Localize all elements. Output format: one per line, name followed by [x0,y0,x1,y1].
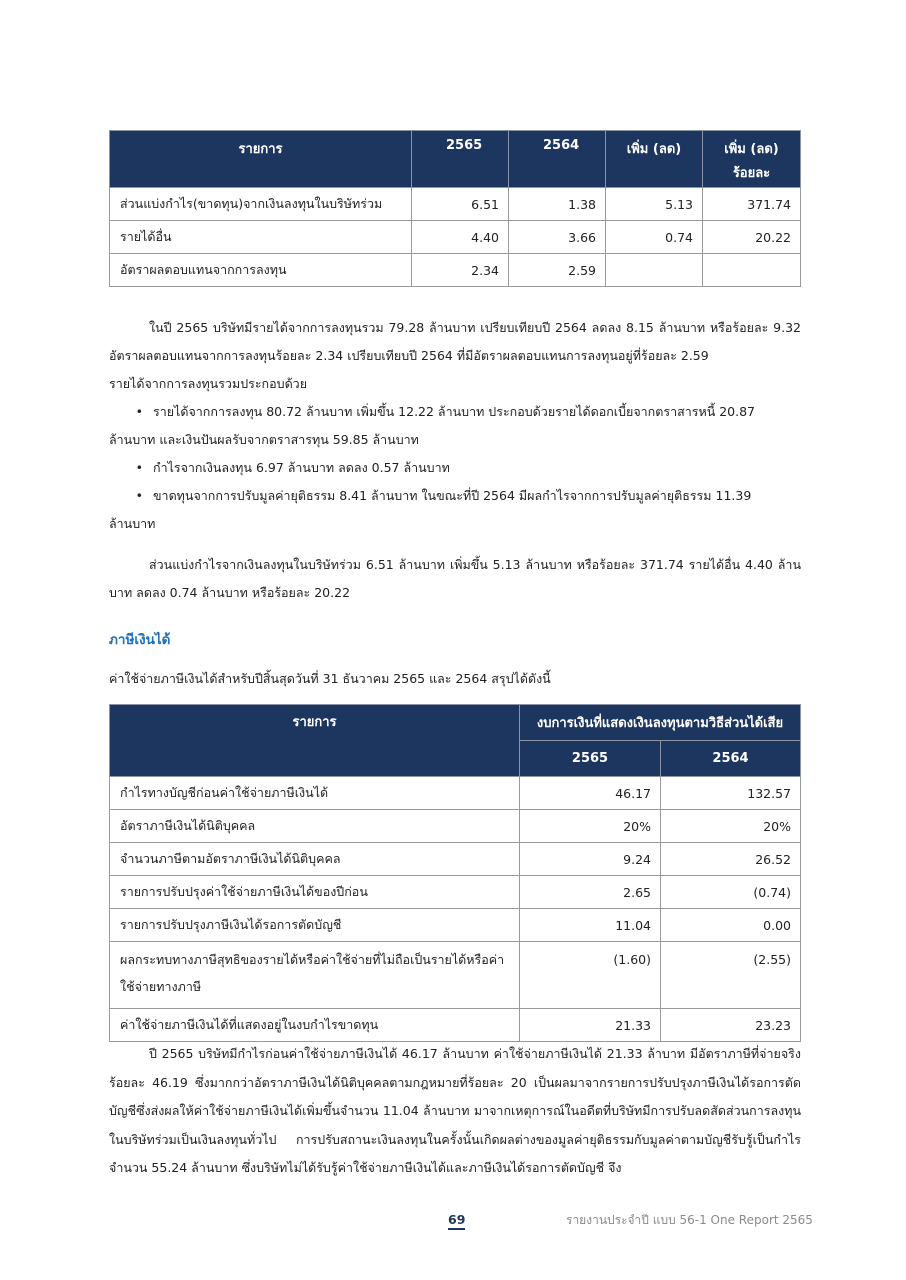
row-item: ค่าใช้จ่ายภาษีเงินได้ที่แสดงอยู่ในงบกำไรขาดทุน [110,1009,520,1042]
col-header-2565: 2565 [412,131,509,188]
income-tax-table [109,704,801,1042]
table-row [110,843,801,876]
value-2565: (1.60) [520,942,661,1009]
table-row [110,876,801,909]
bullet-icon: • [135,460,143,475]
col-header-2564: 2564 [509,131,606,188]
table-row [110,909,801,942]
bullet-item [109,454,801,482]
paragraph-investment-income: ในปี 2565 บริษัทมีรายได้จากการลงทุนรวม 79.28 ล้านบาท เปรียบเทียบปี 2564 ลดลง 8.15 ล้านบาท หรือร้อยละ 9.32 อัตราผลตอบแทนจากการลงทุนร้อยละ 2.34 เปรียบเทียบปี 2564 ที่มีอัตราผลตอบแทนการลงทุนอยู่ที่ร้อยละ 2.59 [109,320,801,363]
table-row [110,221,801,254]
col-header-change: เพิ่ม (ลด) [606,131,703,188]
row-item: จำนวนภาษีตามอัตราภาษีเงินได้นิติบุคคล [110,843,520,876]
value-change: 5.13 [606,188,703,221]
row-item: ส่วนแบ่งกำไร(ขาดทุน)จากเงินลงทุนในบริษัทร่วม [110,188,412,221]
bullet-icon: • [135,488,143,503]
table-row [110,188,801,221]
section-title: ภาษีเงินได้ [109,632,171,648]
row-item: ผลกระทบทางภาษีสุทธิของรายได้หรือค่าใช้จ่ายที่ไม่ถือเป็นรายได้หรือค่าใช้จ่ายทางภาษี [110,942,520,1009]
bullet-text: รายได้จากการลงทุน 80.72 ล้านบาท เพิ่มขึ้น 12.22 ล้านบาท ประกอบด้วยรายได้ดอกเบี้ยจากตราสารหนี้ 20.87 [153,404,755,419]
section-intro: ค่าใช้จ่ายภาษีเงินได้สำหรับปีสิ้นสุดวันที่ 31 ธันวาคม 2565 และ 2564 สรุปได้ดังนี้ [109,671,551,686]
row-item: รายการปรับปรุงภาษีเงินได้รอการตัดบัญชี [110,909,520,942]
value-2564: (0.74) [661,876,801,909]
value-change-pct: 20.22 [703,221,801,254]
col-header-group: งบการเงินที่แสดงเงินลงทุนตามวิธีส่วนได้เสีย [520,705,801,741]
bullet-text: ขาดทุนจากการปรับมูลค่ายุติธรรม 8.41 ล้านบาท ในขณะที่ปี 2564 มีผลกำไรจากการปรับมูลค่ายุติธรรม 11.39 [153,488,752,503]
row-item: กำไรทางบัญชีก่อนค่าใช้จ่ายภาษีเงินได้ [110,777,520,810]
col-header-item: รายการ [110,705,520,777]
value-2564: 3.66 [509,221,606,254]
row-item: รายการปรับปรุงค่าใช้จ่ายภาษีเงินได้ของปีก่อน [110,876,520,909]
value-2564: 1.38 [509,188,606,221]
table-row [110,810,801,843]
value-2565: 20% [520,810,661,843]
value-change-pct: 371.74 [703,188,801,221]
bullet-item [109,398,801,454]
footer-report-title: รายงานประจำปี แบบ 56-1 One Report 2565 [566,1213,813,1227]
value-change: 0.74 [606,221,703,254]
col-header-change-pct: เพิ่ม (ลด) ร้อยละ [703,131,801,188]
value-2564: 132.57 [661,777,801,810]
page-number: 69 [448,1212,465,1230]
investment-income-table [109,130,801,287]
paragraph-tax-explanation: ปี 2565 บริษัทมีกำไรก่อนค่าใช้จ่ายภาษีเงินได้ 46.17 ล้านบาท ค่าใช้จ่ายภาษีเงินได้ 21.33 ล้าบาท มีอัตราภาษีที่จ่ายจริงร้อยละ 46.19 ซึ่งมากกว่าอัตราภาษีเงินได้นิติบุคคลตามกฎหมายที่ร้อยละ 20 เป็นผลมาจากรายการปรับปรุงภาษีเงินได้รอการตัดบัญชีซึ่งส่งผลให้ค่าใช้จ่ายภาษีเงินได้เพิ่มขึ้นจำนวน 11.04 ล้านบาท มาจากเหตุการณ์ในอดีตที่บริษัทมีการปรับลดสัดส่วนการลงทุนในบริษัทร่วมเป็นเงินลงทุนทั่วไป การปรับสถานะเงินลงทุนในครั้งนั้นเกิดผลต่างของมูลค่ายุติธรรมกับมูลค่าตามบัญชีรับรู้เป็นกำไรจำนวน 55.24 ล้านบาท ซึ่งบริษัทไม่ได้รับรู้ค่าใช้จ่ายภาษีเงินได้และภาษีเงินได้รอการตัดบัญชี จึง [109,1046,801,1175]
value-change [606,254,703,287]
value-2565: 2.34 [412,254,509,287]
table-row [110,942,801,1009]
value-2565: 9.24 [520,843,661,876]
table-row [110,777,801,810]
value-2565: 4.40 [412,221,509,254]
value-2565: 46.17 [520,777,661,810]
value-2565: 2.65 [520,876,661,909]
value-2564: 23.23 [661,1009,801,1042]
paragraph-investment-breakdown: รายได้จากการลงทุนรวมประกอบด้วย [109,376,308,391]
value-2564: (2.55) [661,942,801,1009]
paragraph-share-of-profit: ส่วนแบ่งกำไรจากเงินลงทุนในบริษัทร่วม 6.51 ล้านบาท เพิ่มขึ้น 5.13 ล้านบาท หรือร้อยละ 371.74 รายได้อื่น 4.40 ล้านบาท ลดลง 0.74 ล้านบาท หรือร้อยละ 20.22 [109,557,801,600]
row-item: อัตราภาษีเงินได้นิติบุคคล [110,810,520,843]
value-2564: 0.00 [661,909,801,942]
col-header-item: รายการ [110,131,412,188]
col-header-2564: 2564 [661,741,801,777]
row-item: รายได้อื่น [110,221,412,254]
table-row [110,1009,801,1042]
bullet-text-cont: ล้านบาท และเงินปันผลรับจากตราสารทุน 59.85 ล้านบาท [109,432,419,447]
value-2564: 2.59 [509,254,606,287]
row-item: อัตราผลตอบแทนจากการลงทุน [110,254,412,287]
value-change-pct [703,254,801,287]
col-header-2565: 2565 [520,741,661,777]
value-2565: 21.33 [520,1009,661,1042]
bullet-icon: • [135,404,143,419]
value-2565: 6.51 [412,188,509,221]
value-2565: 11.04 [520,909,661,942]
bullet-text-cont: ล้านบาท [109,516,156,531]
bullet-text: กำไรจากเงินลงทุน 6.97 ล้านบาท ลดลง 0.57 ล้านบาท [153,460,450,475]
value-2564: 20% [661,810,801,843]
table-row [110,254,801,287]
value-2564: 26.52 [661,843,801,876]
bullet-item [109,482,801,538]
